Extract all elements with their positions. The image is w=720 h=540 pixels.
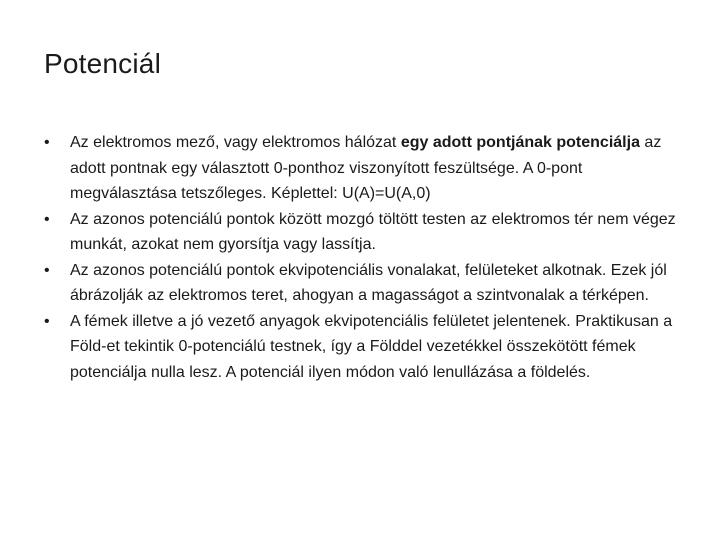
bullet-text-post: az adott pontnak egy választott 0-ponthoz viszonyított feszültsége. A 0-pont megválasztása tetszőleges. Képlettel: U(A)=U(A,0) <box>70 134 662 202</box>
bullet-icon: • <box>44 134 50 151</box>
bullet-item-grounding <box>44 309 684 386</box>
bullet-text-bold: egy adott pontjának potenciálja <box>400 134 640 151</box>
bullet-text: Az azonos potenciálú pontok között mozgó töltött testen az elektromos tér nem végez munkát, azokat nem gyorsítja vagy lassítja. <box>70 210 676 253</box>
bullet-icon: • <box>44 312 50 330</box>
bullet-icon: • <box>44 210 50 228</box>
bullet-item-no-work <box>44 207 684 258</box>
bullet-list <box>44 130 684 385</box>
bullet-item-potential-definition <box>44 130 684 207</box>
bullet-text: A fémek illetve a jó vezető anyagok ekvipotenciális felületet jelentenek. Praktikusan a Föld-et tekintik 0-potenciálú testnek, így a Földdel vezetékkel összekötött fémek potenciálja nulla lesz. A potenciál ilyen módon való lenullázása a földelés. <box>70 312 673 381</box>
bullet-icon: • <box>44 261 50 279</box>
bullet-text: Az azonos potenciálú pontok ekvipotenciális vonalakat, felületeket alkotnak. Ezek jól ábrázolják az elektromos teret, ahogyan a magasságot a szintvonalak a térképen. <box>70 261 667 304</box>
bullet-item-equipotential <box>44 258 684 309</box>
slide-title: Potenciál <box>44 48 161 79</box>
bullet-text-pre: Az elektromos mező, vagy elektromos hálózat <box>70 134 401 151</box>
